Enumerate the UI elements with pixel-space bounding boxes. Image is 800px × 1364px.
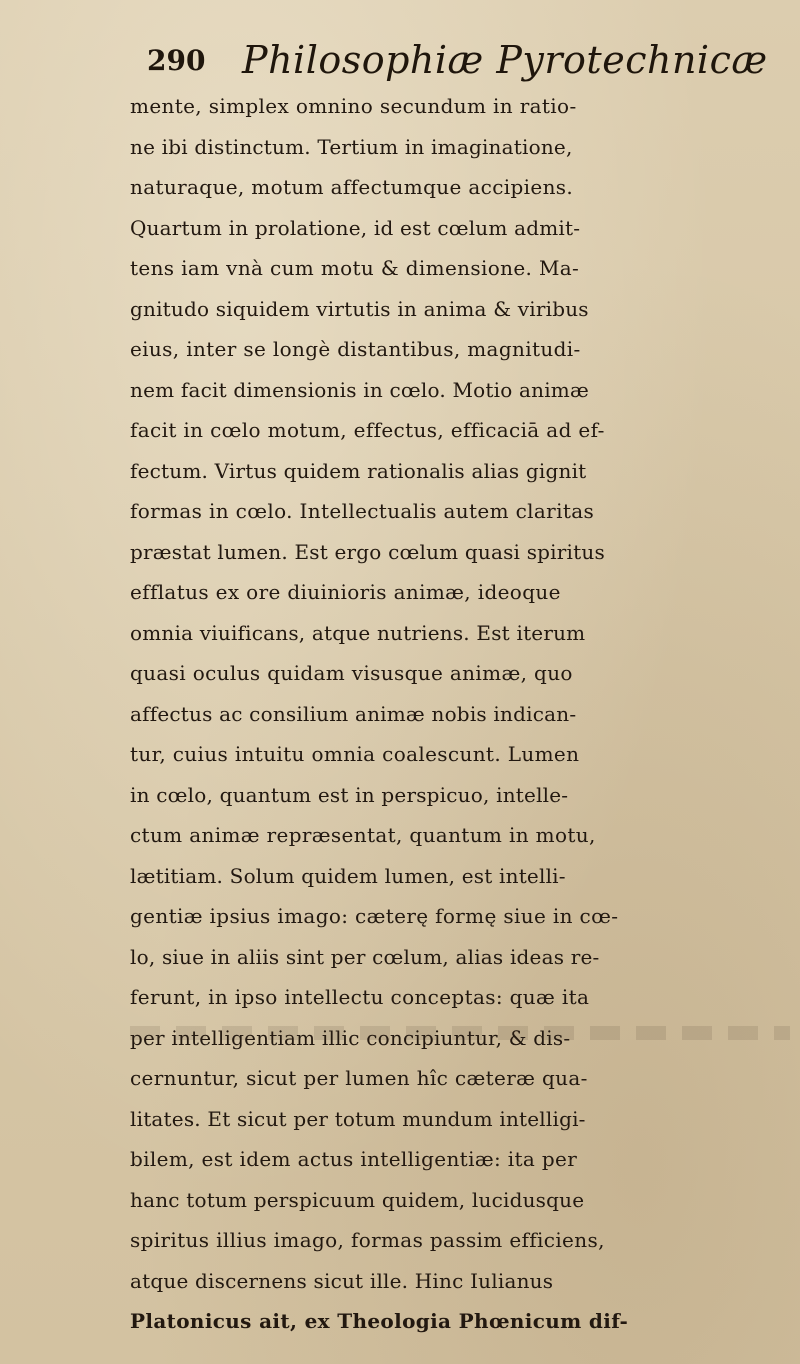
text-line: spiritus illius imago, formas passim efficiens,	[130, 1228, 605, 1252]
text-line: nem facit dimensionis in cœlo. Motio animæ	[130, 377, 589, 402]
text-line: Platonicus ait, ex Theologia Phœnicum dif-	[130, 1309, 629, 1333]
text-line: tens iam vnà cum motu & dimensione. Ma-	[130, 256, 580, 280]
page-number: 290	[147, 44, 206, 77]
text-line: tur, cuius intuitu omnia coalescunt. Lumen	[130, 742, 580, 766]
text-line: mente, simplex omnino secundum in ratio-	[130, 94, 577, 118]
text-line: omnia viuificans, atque nutriens. Est iterum	[130, 620, 586, 645]
bleed-through-smudge	[130, 1026, 790, 1040]
text-line: lætitiam. Solum quidem lumen, est intelli-	[130, 863, 566, 888]
text-line: atque discernens sicut ille. Hinc Iulianus	[130, 1268, 554, 1293]
text-line: cernuntur, sicut per lumen hîc cæteræ qua-	[130, 1066, 588, 1090]
text-line: litates. Et sicut per totum mundum intelligi-	[130, 1106, 586, 1131]
text-line: facit in cœlo motum, effectus, efficaciā ad ef-	[130, 418, 605, 442]
running-head	[147, 38, 768, 88]
text-line: affectus ac consilium animæ nobis indican-	[130, 701, 577, 726]
text-line: formas in cœlo. Intellectualis autem claritas	[130, 499, 595, 523]
text-line: ne ibi distinctum. Tertium in imaginatione,	[130, 134, 573, 159]
text-line: quasi oculus quidam visusque animæ, quo	[130, 661, 573, 685]
text-line: ctum animæ repræsentat, quantum in motu,	[130, 823, 596, 847]
text-line: præstat lumen. Est ergo cœlum quasi spiritus	[130, 539, 605, 564]
text-line: per intelligentiam illic concipiuntur, & dis-	[130, 1025, 571, 1050]
text-line: fectum. Virtus quidem rationalis alias gignit	[130, 458, 587, 483]
running-title: Philosophiæ Pyrotechnicæ	[242, 38, 768, 82]
body-text	[130, 86, 795, 1342]
text-line: naturaque, motum affectumque accipiens.	[130, 175, 574, 199]
text-line: ferunt, in ipso intellectu conceptas: quæ ita	[130, 985, 590, 1009]
text-line: bilem, est idem actus intelligentiæ: ita per	[130, 1147, 578, 1171]
text-line: gentiæ ipsius imago: cæterę formę siue in cœ-	[130, 904, 619, 928]
text-line: hanc totum perspicuum quidem, lucidusque	[130, 1187, 585, 1212]
text-line: gnitudo siquidem virtutis in anima & viribus	[130, 296, 589, 321]
text-line: lo, siue in aliis sint per cœlum, alias ideas re-	[130, 944, 600, 969]
text-line: in cœlo, quantum est in perspicuo, intelle-	[130, 782, 569, 807]
text-line: efflatus ex ore diuinioris animæ, ideoque	[130, 580, 561, 604]
text-line: eius, inter se longè distantibus, magnitudi-	[130, 337, 581, 361]
text-line: Quartum in prolatione, id est cœlum admit-	[130, 215, 581, 240]
